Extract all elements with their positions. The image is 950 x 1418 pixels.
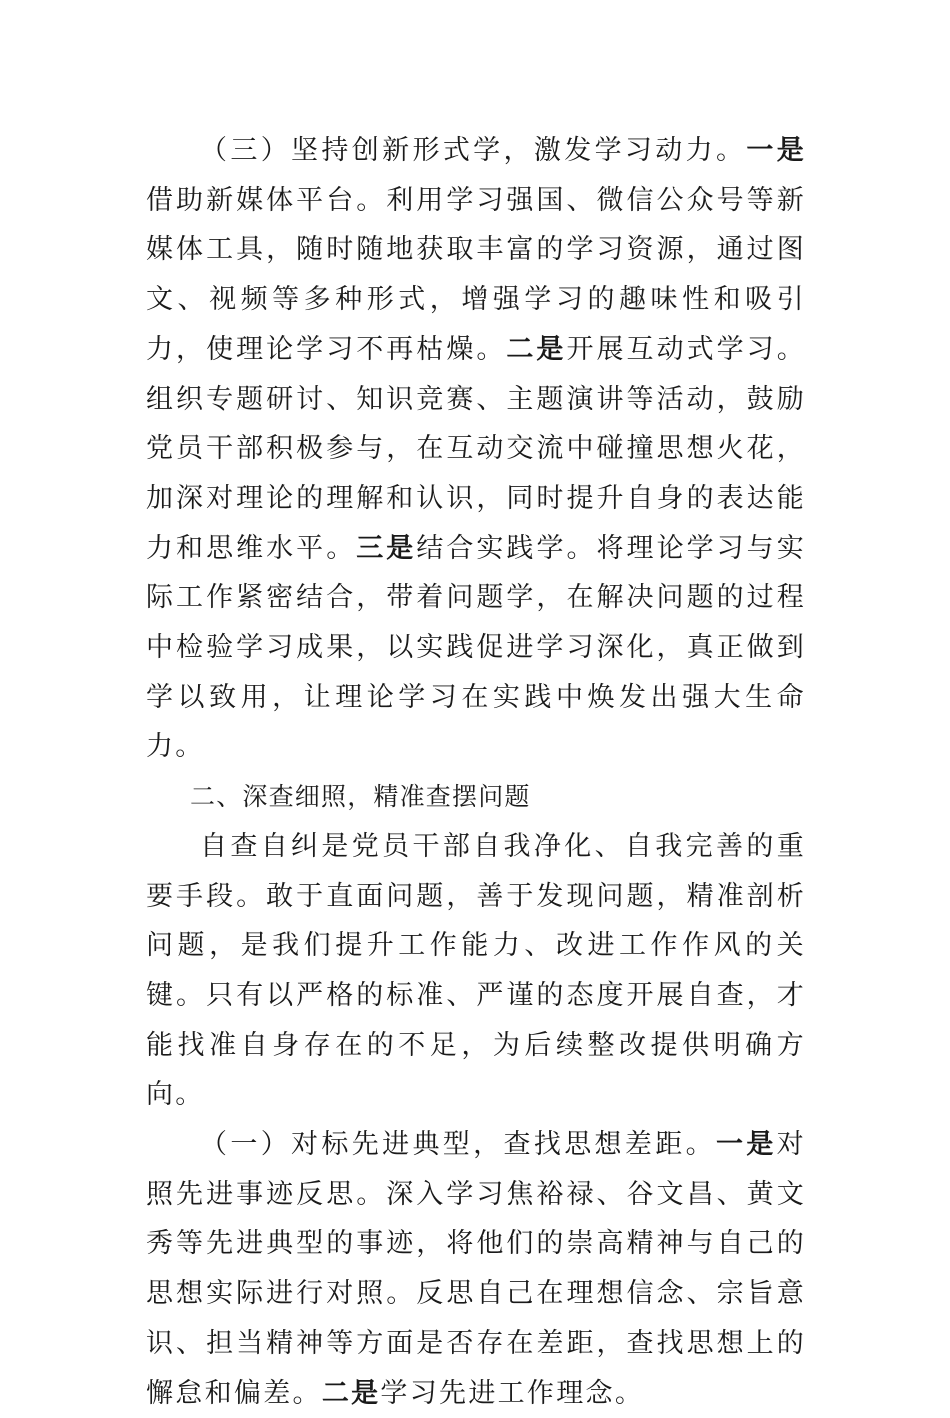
paragraph-self-check bbox=[146, 822, 806, 1120]
paragraph-text: 学习先进工作理念。 bbox=[380, 1377, 645, 1409]
paragraph-text: 自查自纠是党员干部自我净化、自我完善的重要手段。敢于直面问题，善于发现问题，精准剖析问题，是我们提升工作能力、改进工作作风的关键。只有以严格的标准、严谨的态度开展自查，才能找准自身存在的不足，为后续整改提供明确方向。 bbox=[146, 830, 806, 1111]
paragraph-text: 结合实践学。将理论学习与实际工作紧密结合，带着问题学，在解决问题的过程中检验学习成果，以实践促进学习深化，真正做到学以致用，让理论学习在实践中焕发出强大生命力。 bbox=[146, 532, 806, 763]
paragraph-text: 对照先进事迹反思。深入学习焦裕禄、谷文昌、黄文秀等先进典型的事迹，将他们的崇高精神与自己的思想实际进行对照。反思自己在理想信念、宗旨意识、担当精神等方面是否存在差距，查找思想上的懈怠和偏差。 bbox=[146, 1129, 806, 1409]
paragraph-benchmark-models bbox=[146, 1120, 806, 1418]
section-heading: 二、深查细照，精准查摆问题 bbox=[190, 782, 531, 812]
paragraph-text: 开展互动式学习。组织专题研讨、知识竞赛、主题演讲等活动，鼓励党员干部积极参与，在互动交流中碰撞思想火花，加深对理论的理解和认识，同时提升自身的表达能力和思维水平。 bbox=[146, 333, 806, 564]
bold-marker: 二是 bbox=[506, 333, 567, 365]
paragraph-innovation-learning bbox=[146, 126, 806, 772]
bold-marker: 二是 bbox=[321, 1377, 381, 1409]
paragraph-lead: （三）坚持创新形式学，激发学习动力。 bbox=[200, 135, 747, 166]
document-body bbox=[146, 126, 806, 1418]
paragraph-lead: （一）对标先进典型，查找思想差距。 bbox=[200, 1129, 716, 1161]
bold-marker: 三是 bbox=[356, 532, 417, 564]
bold-marker: 一是 bbox=[746, 135, 806, 166]
bold-marker: 一是 bbox=[715, 1129, 777, 1161]
paragraph-text: 借助新媒体平台。利用学习强国、微信公众号等新媒体工具，随时随地获取丰富的学习资源，通过图文、视频等多种形式，增强学习的趣味性和吸引力，使理论学习不再枯燥。 bbox=[146, 184, 806, 365]
